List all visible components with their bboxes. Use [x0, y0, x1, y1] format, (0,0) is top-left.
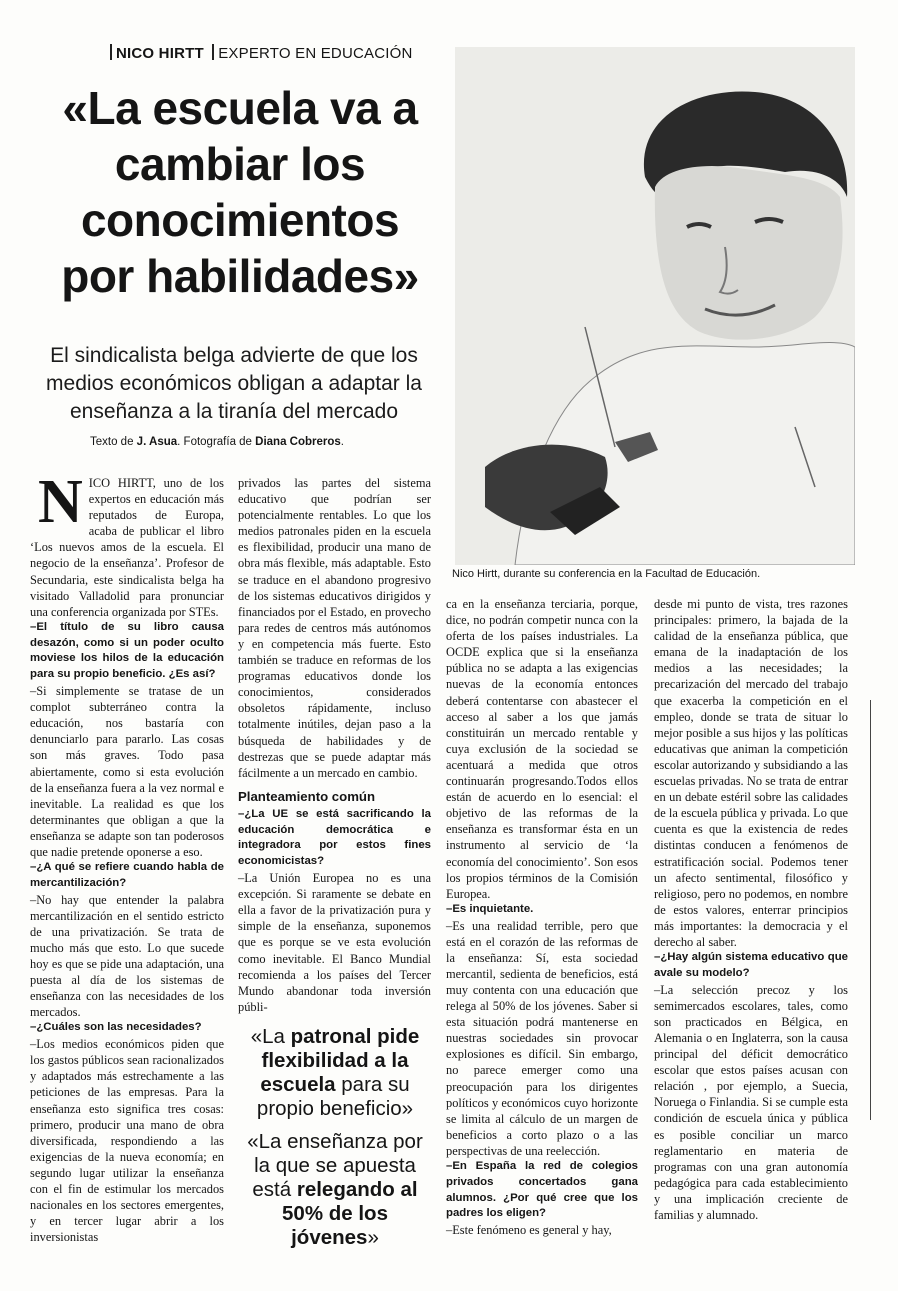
- byline-prefix: Texto de: [90, 436, 137, 448]
- pull-quote-1-end: para su propio beneficio»: [256, 1073, 414, 1120]
- answer: –Es una realidad terrible, pero que está en el corazón de las reformas de la enseñanza: Sí, esta sociedad mercantil, sedienta de beneficios, está muy contenta con una educación que relega al 50% de los jóvenes. Saber si esta situación podrá mantenerse en nuestras sociedades sin provocar explosiones es difícil. Sin embargo, no parece emerger como una preocupación para los dirigentes políticos y económicos cuyo horizonte se limita al cálculo de un margen de beneficios a corto plazo o a las perspectivas de una reelección.: [446, 918, 638, 1158]
- byline-mid: . Fotografía de: [177, 436, 256, 448]
- pull-quote-1-bold: patronal pide flexibilidad a la escuela: [260, 1025, 420, 1096]
- pull-quote-1: [240, 1025, 430, 1121]
- question: –¿A qué se refiere cuando habla de mercantilización?: [30, 861, 224, 889]
- answer-continued: privados las partes del sistema educativo que podrían ser potencialmente rentables. Lo que los medios patronales piden en la escuela es flexibilidad, producir una mano de obra más flexible, más adaptable. Esto se traduce en el abandono progresivo de los sistemas educativos dirigidos y financiados por el Estado, en provecho para redes de centros más autónomos y en competencia más fuerte. Esto también se traduce en reformas de los programas educativos donde los conocimientos, considerados obsoletos rápidamente, incluso totalmente inútiles, dejan paso a la búsqueda de habilidades y de destrezas que se puede adaptar más fácilmente a un mercado en cambio.: [238, 476, 431, 780]
- kicker-name: NICO HIRTT: [116, 45, 204, 62]
- question: –¿Hay algún sistema educativo que avale su modelo?: [654, 951, 848, 979]
- question: –¿La UE se está sacrificando la educación democrática e integradora por estos fines economicistas?: [238, 807, 431, 868]
- question: –En España la red de colegios privados concertados gana alumnos. ¿Por qué cree que los padres los eligen?: [446, 1159, 638, 1220]
- body-column-4: [654, 596, 848, 1223]
- answer-continued: ca en la enseñanza terciaria, porque, dice, no podrán competir nunca con la oferta de los países industriales. La OCDE explica que si la enseñanza pública no se adapta a las exigencias nuevas de la economía entonces deberá contentarse con abastecer el acceso al saber a los que jamás constituirán un mercado rentable y cuya exclusión de la sociedad se acentuará a medida que otros continuarán progresando.Todos ellos están de acuerdo en lo esencial: el objetivo de las reformas de la enseñanza es transformar ésta en un instrumento al servicio de ‘la economía del conocimiento’. Son esos los propios términos de la Comisión Europea.: [446, 597, 638, 901]
- pull-quote-2: [240, 1130, 430, 1250]
- answer: –La Unión Europea no es una excepción. Si raramente se debate en ella a favor de la privatización pura y simple de la enseñanza, suponemos que es porque se ve esta evolución como inevitable. El Banco Mundial recomienda a los países del Tercer Mundo abandonar toda inversión públi-: [238, 871, 431, 1014]
- photo-caption: Nico Hirtt, durante su conferencia en la Facultad de Educación.: [452, 568, 761, 580]
- kicker-role: EXPERTO EN EDUCACIÓN: [218, 45, 413, 62]
- portrait-illustration: [455, 47, 855, 565]
- pull-quote-2-end: »: [367, 1226, 379, 1249]
- answer: –Si simplemente se tratase de un complot subterráneo contra la educación, nos bastaría con denunciarlo para pararlo. Las cosas son más graves. Todo pasa abiertamente, como si esta evolución de la enseñanza fuera a la vez normal e inevitable. La realidad es que los determinantes que obligan a que la enseñanza se adapte son tan poderosos que nadie pretende oponerse a eso.: [30, 684, 225, 859]
- body-column-2: [238, 475, 431, 1015]
- page-edge-rule: [870, 700, 871, 1120]
- question: –¿Cuáles son las necesidades?: [30, 1021, 202, 1034]
- body-column-3: [446, 596, 638, 1238]
- question: –El título de su libro causa desazón, como si un poder oculto moviese los hilos de la educación para su propio beneficio. ¿Es así?: [30, 620, 224, 681]
- answer: –Los medios económicos piden que los gastos públicos sean racionalizados y adaptados más estrechamente a las peticiones de las empresas. Para la enseñanza esto significa tres cosas: primero, producir una mano de obra diversificada, respondiendo a las exigencias de la nueva economía; en segundo lugar utilizar la enseñanza con el fin de estimular los mercados nacionales en los sectores emergentes, y en tercer lugar abrir a los inversionistas: [30, 1037, 224, 1245]
- portrait-photo: [455, 47, 855, 565]
- answer-continued: desde mi punto de vista, tres razones principales: primero, la bajada de la calidad de la enseñanza pública, que emana de la inadaptación de los medios a las necesidades; la precarización del mercado del trabajo que exacerba la competición en el empleo, donde se trata de situar lo mejor posible a sus hijos y las políticas educativas que animan la competición escolar autorizando y subsidiando a las escuelas privadas. No se trata de entrar en un debate estéril sobre las calidades de la escuela pública y privada. Lo que cuenta es que la existencia de redes distintas conducen a fenómenos de estratificación social. Podemos tener un afecto sentimental, filosófico y religioso, pero no podemos, en nombre de estos valores, enterrar principios más importantes: la democracia y el derecho al saber.: [654, 597, 848, 949]
- kicker-bar: [110, 44, 112, 60]
- answer: –No hay que entender la palabra mercantilización en el sentido estricto de una privatización. Se trata de mucho más que esto. Lo que sucede hoy es que se pide una adaptación, una puesta al día de los sistemas de enseñanza con las necesidades de los mercados.: [30, 892, 224, 1020]
- pull-quote-2-bold: relegando al 50% de los jóvenes: [282, 1178, 418, 1249]
- pull-quote-1-start: «La: [250, 1025, 291, 1048]
- headline: «La escuela va a cambiar los conocimientos por habilidades»: [61, 82, 419, 302]
- section-subhead: Planteamiento común: [238, 788, 376, 804]
- byline-end: .: [340, 436, 344, 448]
- body-column-1: [30, 468, 225, 1245]
- pull-quote-2-start: «La enseñanza por la que se apuesta está: [247, 1130, 423, 1201]
- byline-photographer: Diana Cobreros: [255, 436, 341, 448]
- answer: –Este fenómeno es general y hay,: [446, 1223, 612, 1238]
- byline: [90, 436, 344, 448]
- byline-author: J. Asua: [136, 436, 178, 448]
- kicker-separator: [212, 44, 214, 60]
- deck-subtitle: El sindicalista belga advierte de que los medios económicos obligan a adaptar la enseñanza a la tiranía del mercado: [46, 344, 422, 423]
- dropcap: N: [38, 468, 83, 536]
- intro-paragraph: ICO HIRTT, uno de los expertos en educación más reputados de Europa, acaba de publicar el libro ‘Los nuevos amos de la escuela. El negocio de la enseñanza’. Profesor de Secundaria, este sindicalista belga ha visitado Valladolid para pronunciar una conferencia organizada por STEs.: [30, 476, 224, 619]
- kicker: [110, 44, 413, 62]
- answer: –La selección precoz y los semimercados escolares, tales, como son practicados en Bélgica, en Alemania o en Inglaterra, son la causa principal del déficit democrático escolar que estos países acusan con relación , por ejemplo, a Suecia, Noruega o Finlandia. Si se cumple esta condición de escuela única y pública es posible conciliar un marco reglamentario en materia de programas con una gran autonomía pedagógica para cada establecimiento y una implicación creciente de familias y alumnado.: [654, 982, 848, 1222]
- question: –Es inquietante.: [446, 902, 534, 915]
